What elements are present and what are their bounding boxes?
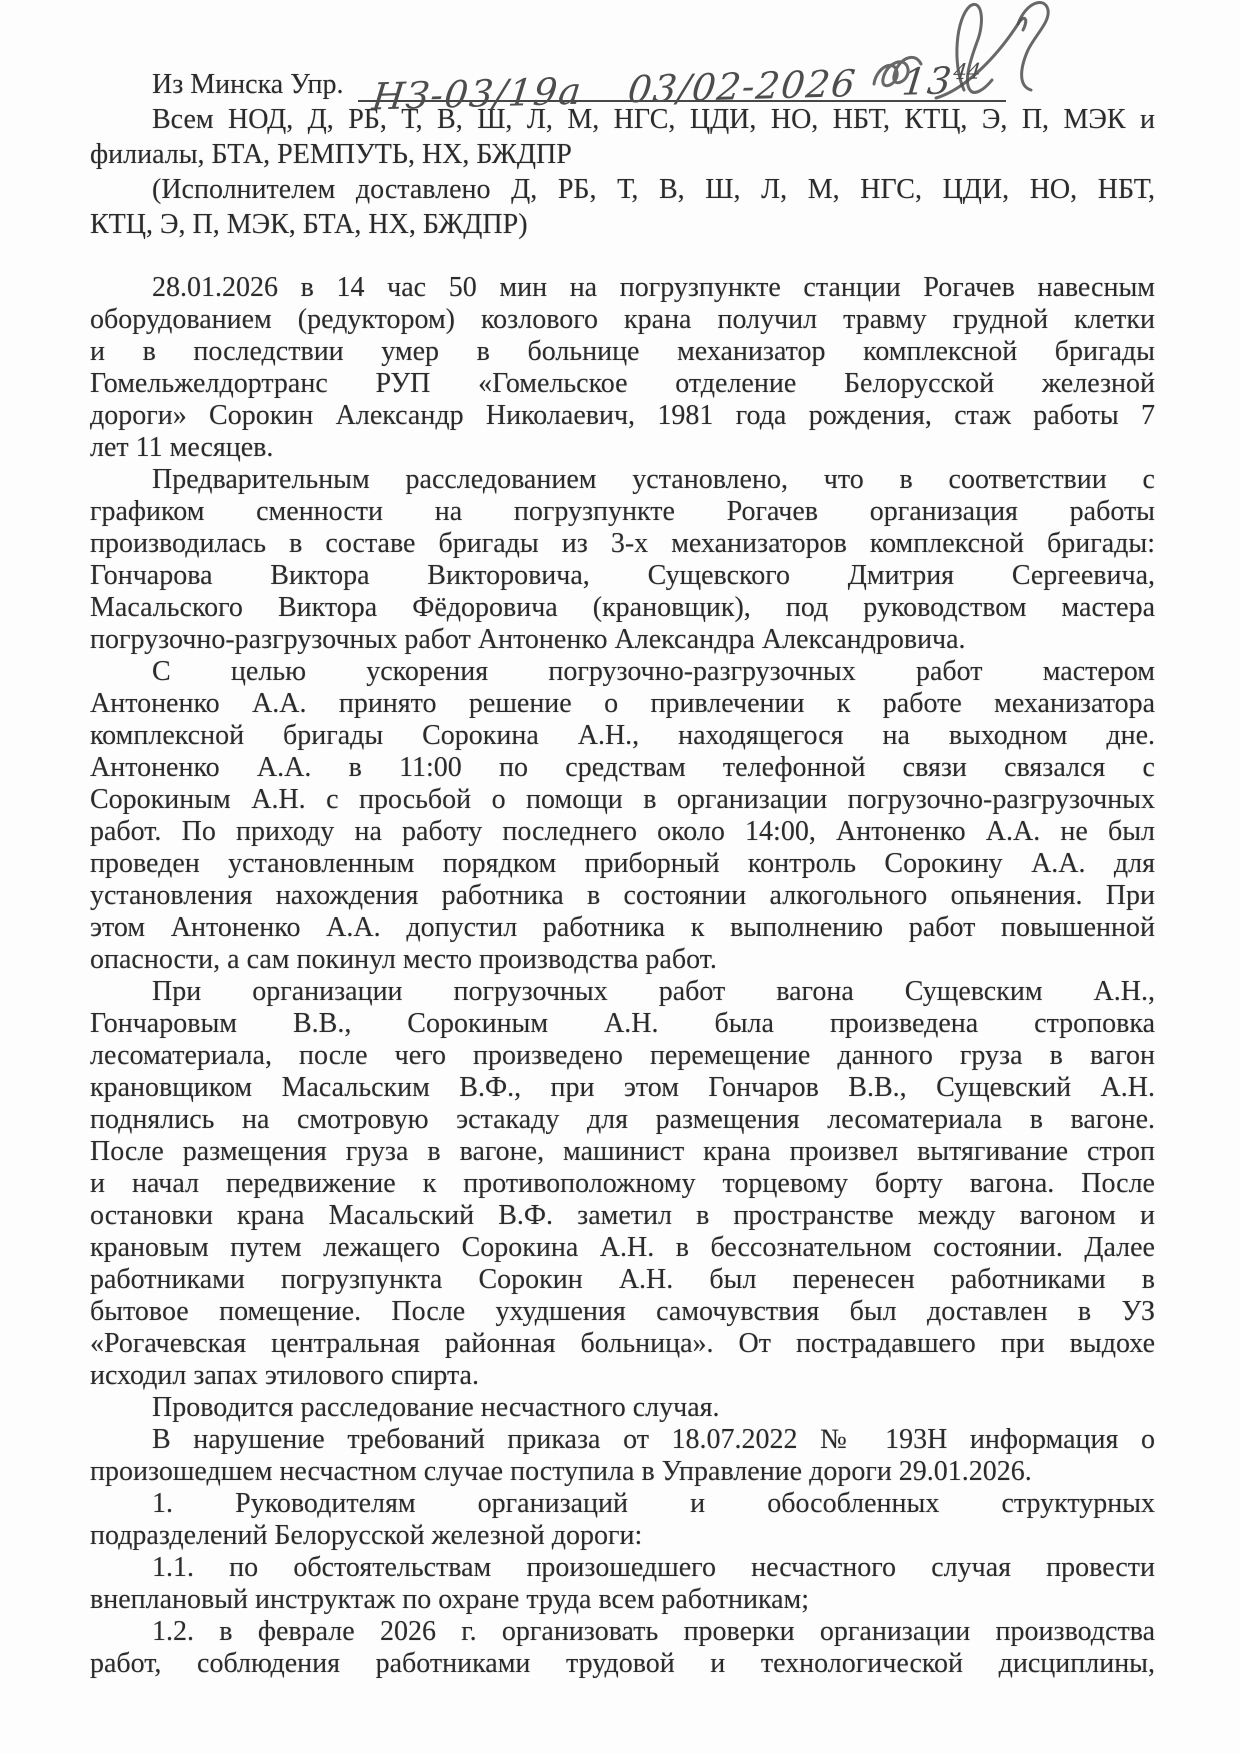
handwritten-date: 03/02-2026	[625, 61, 859, 112]
text-line: опасности, а сам покинул место производства работ.	[90, 944, 717, 975]
text-line: остановки крана Масальский В.Ф. заметил в пространстве между вагоном и	[90, 1200, 1155, 1231]
text-line: оборудованием (редуктором) козлового крана получил травму грудной клетки	[90, 304, 1155, 335]
text-line: «Рогачевская центральная районная больница». От пострадавшего при выдохе	[90, 1328, 1155, 1359]
text-line: проведен установленным порядком приборный контроль Сорокину А.А. для	[90, 848, 1155, 879]
text-line: 1. Руководителям организаций и обособленных структурных	[152, 1488, 1155, 1519]
origin-label: Из Минска Упр.	[152, 69, 344, 100]
addressees-paragraph	[90, 102, 1155, 172]
text-line: исходил запах этилового спирта.	[90, 1360, 479, 1391]
text-line: Гомельжелдортранс РУП «Гомельское отделение Белорусской железной	[90, 368, 1155, 399]
text-line: подразделений Белорусской железной дороги:	[90, 1520, 643, 1551]
text-line: дороги» Сорокин Александр Николаевич, 1981 года рождения, стаж работы 7	[90, 400, 1155, 431]
text-line: крановым путем лежащего Сорокина А.Н. в бессознательном состоянии. Далее	[90, 1232, 1155, 1263]
telegram-body	[90, 272, 1155, 1680]
text-line: Масальского Виктора Фёдоровича (крановщик), под руководством мастера	[90, 592, 1155, 623]
text-line: 28.01.2026 в 14 час 50 мин на погрузпункте станции Рогачев навесным	[152, 272, 1155, 303]
text-line: бытовое помещение. После ухудшения самочувствия был доставлен в УЗ	[90, 1296, 1155, 1327]
text-line: внеплановый инструктаж по охране труда всем работникам;	[90, 1584, 810, 1615]
body-paragraph	[90, 1424, 1155, 1488]
text-line: установления нахождения работника в состоянии алкогольного опьянения. При	[90, 880, 1155, 911]
text-line: Проводится расследование несчастного случая.	[152, 1392, 720, 1423]
text-line: работниками погрузпункта Сорокин А.Н. был перенесен работниками в	[90, 1264, 1155, 1295]
text-line: Сорокиным А.Н. с просьбой о помощи в организации погрузочно-разгрузочных	[90, 784, 1155, 815]
text-line: произошедшем несчастном случае поступила в Управление дороги 29.01.2026.	[90, 1456, 1032, 1487]
registration-field	[358, 48, 1006, 119]
text-line: С целью ускорения погрузочно-разгрузочных работ мастером	[152, 656, 1155, 687]
text-line: Антоненко А.А. в 11:00 по средствам телефонной связи связался с	[90, 752, 1155, 783]
text-line: 1.2. в феврале 2026 г. организовать проверки организации производства	[152, 1616, 1155, 1647]
text-line: работ, соблюдения работниками трудовой и технологической дисциплины,	[90, 1648, 1155, 1679]
body-paragraph	[90, 1552, 1155, 1616]
text-line: Предварительным расследованием установлено, что в соответствии с	[152, 464, 1155, 495]
text-line: Антоненко А.А. принято решение о привлечении к работе механизатора	[90, 688, 1155, 719]
text-line: производилась в составе бригады из 3-х механизаторов комплексной бригады:	[90, 528, 1155, 559]
text-line: работ. По приходу на работу последнего около 14:00, Антоненко А.А. не был	[90, 816, 1155, 847]
text-line: и в последствии умер в больнице механизатор комплексной бригады	[90, 336, 1155, 367]
text-line: После размещения груза в вагоне, машинист крана произвел вытягивание строп	[90, 1136, 1155, 1167]
text-line: крановщиком Масальским В.Ф., при этом Гончаров В.В., Сущевский А.Н.	[90, 1072, 1155, 1103]
body-paragraph	[90, 464, 1155, 656]
text-line: графиком сменности на погрузпункте Рогачев организация работы	[90, 496, 1155, 527]
text-line: Гончарова Виктора Викторовича, Сущевского Дмитрия Сергеевича,	[90, 560, 1155, 591]
origin-line	[90, 50, 1155, 119]
text-line: Всем НОД, Д, РБ, Т, В, Ш, Л, М, НГС, ЦДИ, НО, НБТ, КТЦ, Э, П, МЭК и	[152, 104, 1155, 135]
text-line: комплексной бригады Сорокина А.Н., находящегося на выходном дне.	[90, 720, 1155, 751]
body-paragraph	[90, 656, 1155, 976]
body-paragraph	[90, 976, 1155, 1392]
body-paragraph	[90, 272, 1155, 464]
text-line: При организации погрузочных работ вагона Сущевским А.Н.,	[152, 976, 1155, 1007]
handwritten-time: $13^{44}$	[899, 59, 982, 104]
delivered-paragraph	[90, 172, 1155, 242]
text-line: и начал передвижение к противоположному торцевому борту вагона. После	[90, 1168, 1155, 1199]
body-paragraph	[90, 1392, 1155, 1424]
handwritten-number: НЗ-03/19а	[369, 69, 585, 119]
text-line: 1.1. по обстоятельствам произошедшего несчастного случая провести	[152, 1552, 1155, 1583]
text-line: (Исполнителем доставлено Д, РБ, Т, В, Ш, Л, М, НГС, ЦДИ, НО, НБТ,	[152, 174, 1155, 205]
body-paragraph	[90, 1616, 1155, 1680]
text-line: этом Антоненко А.А. допустил работника к выполнению работ повышенной	[90, 912, 1155, 943]
text-line: поднялись на смотровую эстакаду для размещения лесоматериала в вагоне.	[90, 1104, 1155, 1135]
body-paragraph	[90, 1488, 1155, 1552]
text-line: филиалы, БТА, РЕМПУТЬ, НХ, БЖДПР	[90, 139, 572, 170]
text-line: КТЦ, Э, П, МЭК, БТА, НХ, БЖДПР)	[90, 209, 528, 240]
text-line: лесоматериала, после чего произведено перемещение данного груза в вагон	[90, 1040, 1155, 1071]
text-line: Гончаровым В.В., Сорокиным А.Н. была произведена строповка	[90, 1008, 1155, 1039]
text-line: лет 11 месяцев.	[90, 432, 274, 463]
text-line: В нарушение требований приказа от 18.07.2022 № 193Н информация о	[152, 1424, 1155, 1455]
text-line: погрузочно-разгрузочных работ Антоненко Александра Александровича.	[90, 624, 966, 655]
